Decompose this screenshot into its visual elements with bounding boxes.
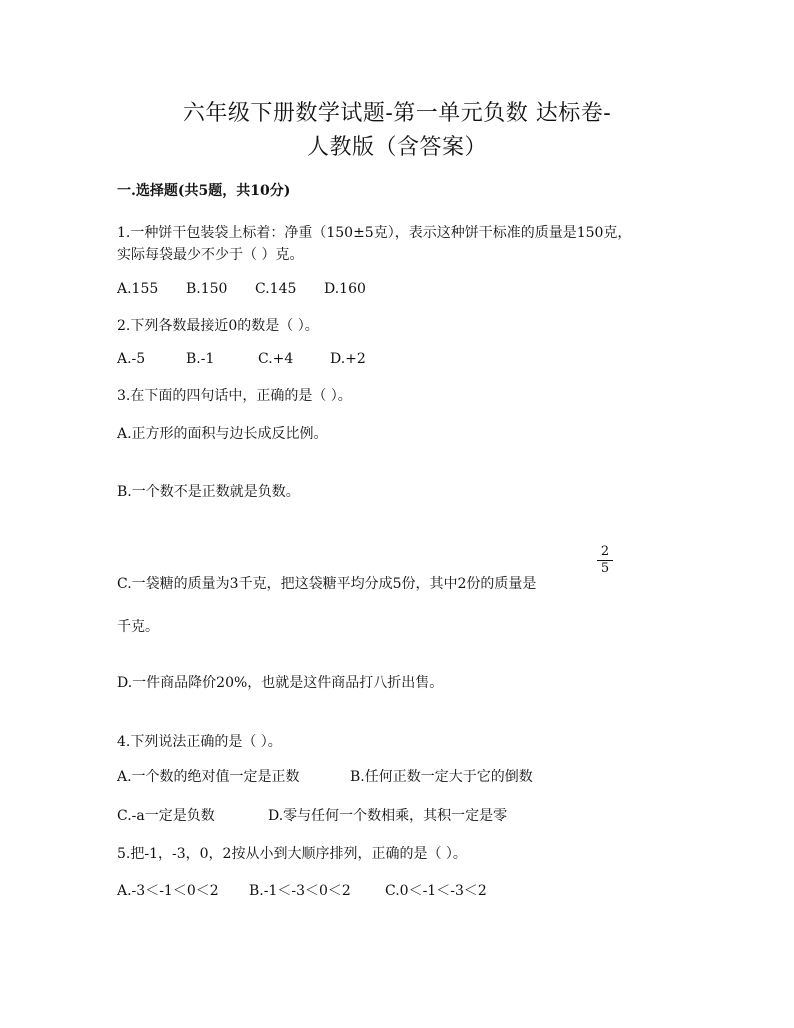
- q1-option-a: A.155: [117, 281, 159, 297]
- fraction-numerator: 2: [600, 544, 610, 559]
- section-heading: 一.选择题(共5题，共10分): [117, 183, 291, 199]
- page-title-line1: 六年级下册数学试题-第一单元负数 达标卷-: [182, 101, 612, 126]
- q1-option-d: D.160: [324, 281, 366, 297]
- page-title-line2: 人教版（含答案）: [306, 135, 487, 160]
- q5-stem: 5.把-1，-3，0，2按从小到大顺序排列，正确的是（ ）。: [117, 846, 467, 862]
- q2-option-d: D.+2: [330, 351, 366, 367]
- fraction-denominator: 5: [600, 561, 610, 576]
- q3-fraction: [597, 545, 613, 576]
- q3-option-b: B.一个数不是正数就是负数。: [117, 484, 300, 500]
- q3-option-a: A.正方形的面积与边长成反比例。: [117, 426, 328, 442]
- q5-option-c: C.0＜-1＜-3＜2: [385, 883, 487, 899]
- q2-option-b: B.-1: [186, 351, 215, 367]
- q2-option-a: A.-5: [117, 351, 146, 367]
- q2-option-c: C.+4: [258, 351, 294, 367]
- q3-option-c-line2: 千克。: [117, 619, 159, 635]
- q1-stem-line1: 1.一种饼干包装袋上标着：净重（150±5克），表示这种饼干标准的质量是150克，: [117, 225, 632, 241]
- q4-stem: 4.下列说法正确的是（ ）。: [117, 734, 282, 750]
- q5-option-a: A.-3＜-1＜0＜2: [117, 883, 219, 899]
- q1-option-c: C.145: [255, 281, 297, 297]
- q4-option-d: D.零与任何一个数相乘，其积一定是零: [268, 808, 508, 824]
- q2-stem: 2.下列各数最接近0的数是（ ）。: [117, 318, 319, 334]
- q5-option-b: B.-1＜-3＜0＜2: [249, 883, 351, 899]
- q4-option-a: A.一个数的绝对值一定是正数: [117, 769, 300, 785]
- q3-stem: 3.在下面的四句话中，正确的是（ ）。: [117, 388, 352, 404]
- q4-option-c: C.-a一定是负数: [117, 808, 215, 824]
- q3-option-c-line1: C.一袋糖的质量为3千克，把这袋糖平均分成5份，其中2份的质量是: [117, 576, 537, 592]
- q1-option-b: B.150: [186, 281, 228, 297]
- q1-stem-line2: 实际每袋最少不少于（ ）克。: [117, 247, 304, 263]
- q3-option-d: D.一件商品降价20%，也就是这件商品打八折出售。: [117, 675, 444, 691]
- q4-option-b: B.任何正数一定大于它的倒数: [350, 769, 533, 785]
